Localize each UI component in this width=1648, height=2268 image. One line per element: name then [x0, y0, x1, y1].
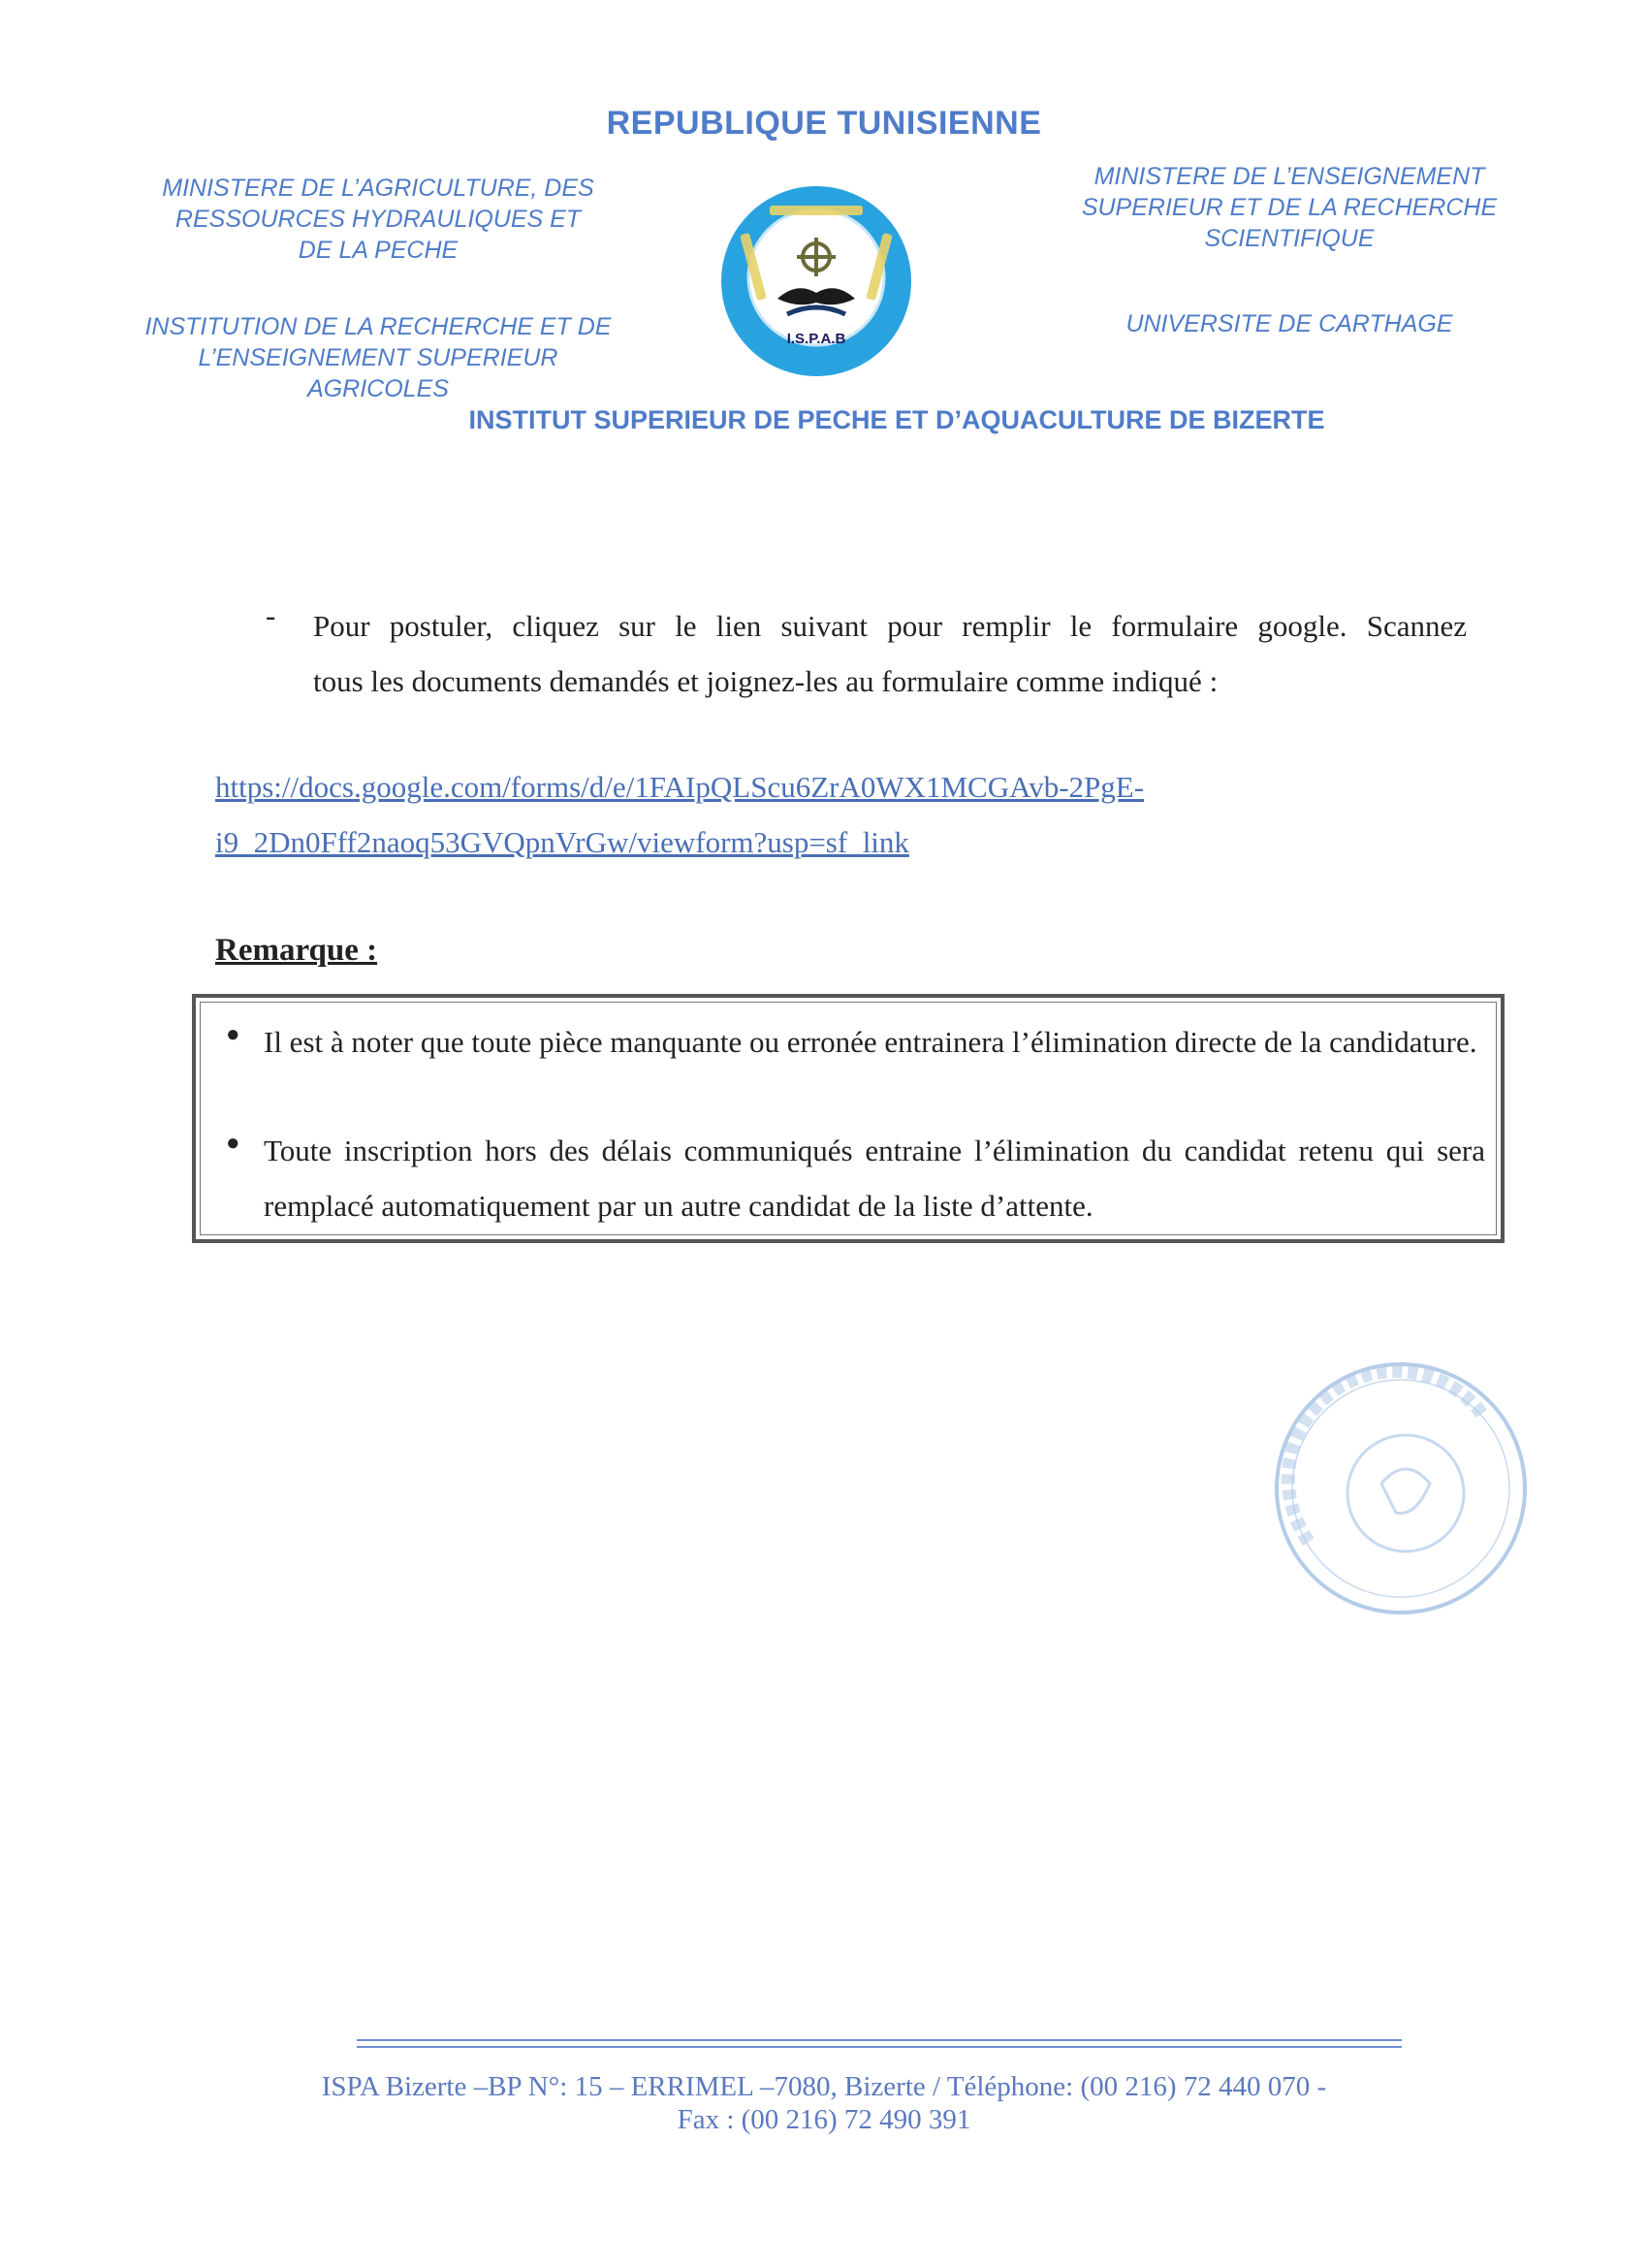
- republic-title: REPUBLIQUE TUNISIENNE: [606, 105, 1042, 142]
- left-ministry-line: MINISTERE DE L’AGRICULTURE, DES: [162, 175, 594, 202]
- left-institution-line: INSTITUTION DE LA RECHERCHE ET DE: [144, 313, 612, 340]
- bullet-icon: ●: [226, 1131, 240, 1156]
- left-institution-line: L’ENSEIGNEMENT SUPERIEUR: [198, 344, 558, 371]
- left-ministry-line: DE LA PECHE: [298, 237, 459, 264]
- right-ministry-line: SCIENTIFIQUE: [1204, 225, 1375, 252]
- right-university: UNIVERSITE DE CARTHAGE: [1125, 310, 1453, 337]
- remarks-box: [192, 994, 1505, 1243]
- footer-rule: [357, 2039, 1402, 2041]
- footer-rule: [357, 2046, 1402, 2048]
- official-stamp: [1270, 1358, 1532, 1619]
- list-dash: -: [266, 598, 276, 632]
- left-ministry: [87, 173, 669, 266]
- remarque-title: Remarque :: [215, 933, 378, 968]
- instruction-line: tous les documents demandés et joignez-les au formulaire comme indiqué :: [313, 664, 1219, 698]
- bullet-icon: ●: [226, 1022, 240, 1047]
- footer-address: ISPA Bizerte –BP N°: 15 – ERRIMEL –7080, Bizerte / Téléphone: (00 216) 72 440 070 -: [321, 2071, 1327, 2102]
- logo-text: I.S.P.A.B: [786, 331, 846, 347]
- link-line[interactable]: i9_2Dn0Fff2naoq53GVQpnVrGw/viewform?usp=sf_link: [215, 825, 909, 859]
- remark-item: Toute inscription hors des délais communiqués entraine l’élimination du candidat retenu qui sera remplacé automatiquement par un autre candidat de la liste d’attente.: [264, 1134, 1485, 1223]
- link-line[interactable]: https://docs.google.com/forms/d/e/1FAIpQLScu6ZrA0WX1MCGAvb-2PgE-: [215, 770, 1145, 804]
- instruction-paragraph: [313, 598, 1467, 709]
- remark-item: Il est à noter que toute pièce manquante ou erronée entrainera l’élimination directe de la candidature.: [264, 1025, 1477, 1059]
- instruction-line: Pour postuler, cliquez sur le lien suivant pour remplir le formulaire google. Scannez: [313, 609, 1467, 643]
- left-institution: [87, 311, 669, 404]
- right-ministry: [998, 161, 1580, 254]
- google-form-link[interactable]: [215, 759, 1379, 870]
- left-ministry-line: RESSOURCES HYDRAULIQUES ET: [174, 206, 582, 233]
- ispab-logo: [719, 184, 913, 378]
- right-ministry-line: MINISTERE DE L’ENSEIGNEMENT: [1093, 163, 1485, 190]
- remarks-box-inner: [200, 1002, 1497, 1235]
- left-institution-line: AGRICOLES: [307, 375, 449, 402]
- footer-fax: Fax : (00 216) 72 490 391: [677, 2104, 971, 2135]
- right-ministry-line: SUPERIEUR ET DE LA RECHERCHE: [1081, 194, 1498, 221]
- institut-title: INSTITUT SUPERIEUR DE PECHE ET D’AQUACULTURE DE BIZERTE: [468, 405, 1325, 434]
